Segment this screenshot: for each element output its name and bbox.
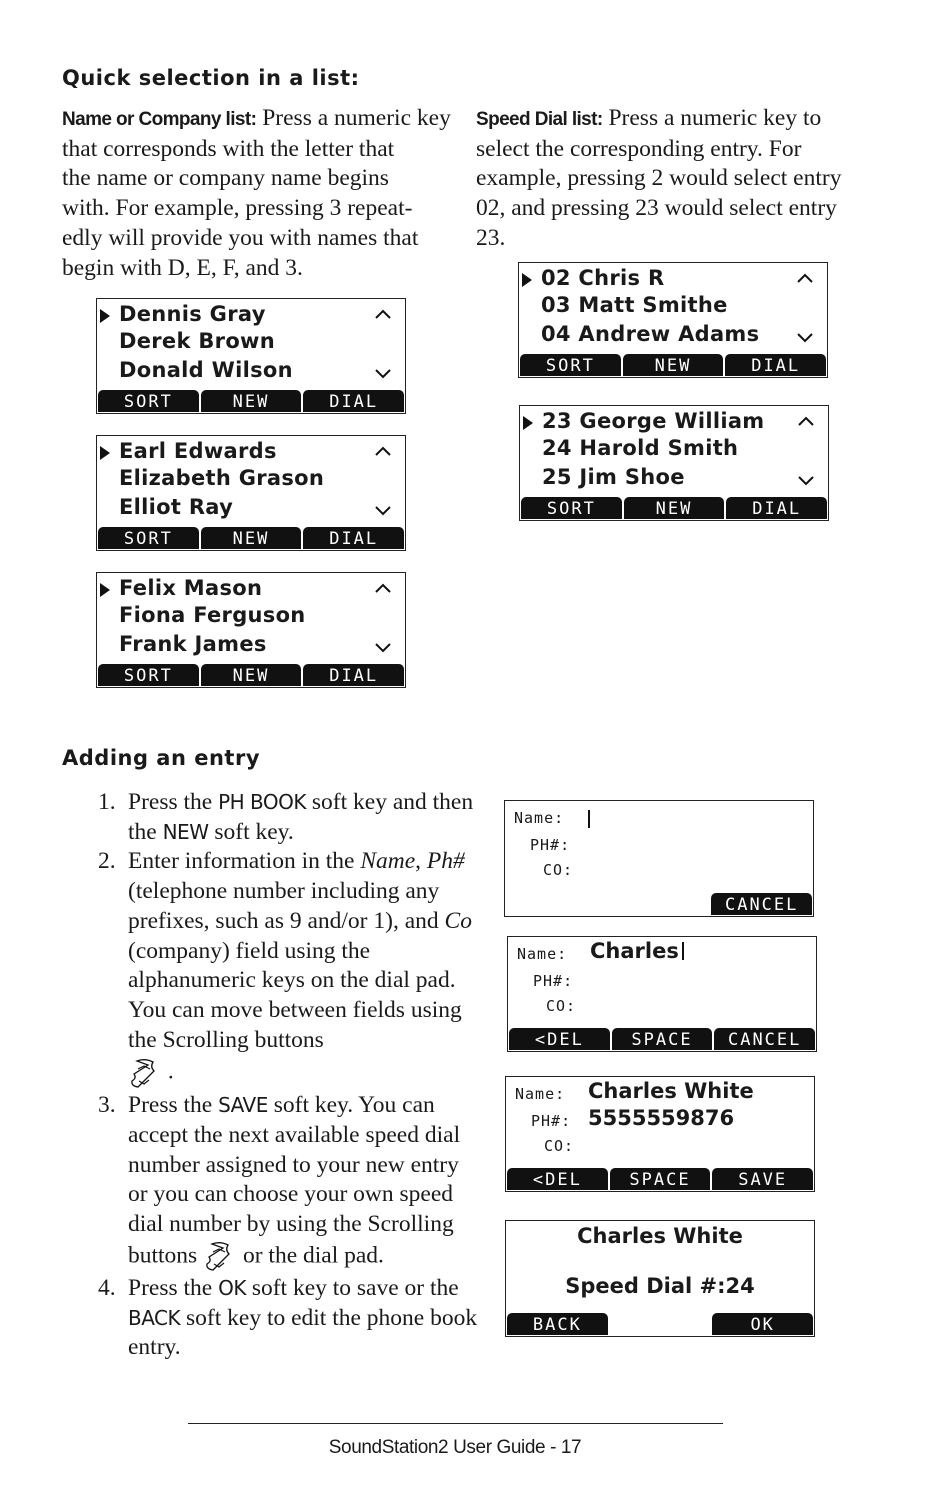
- name-value: [590, 939, 684, 963]
- selection-arrow-icon: [100, 446, 110, 460]
- scroll-buttons-icon: [203, 1240, 237, 1274]
- step-number: 1.: [98, 789, 116, 815]
- page-footer: SoundStation2 User Guide - 17: [328, 1437, 582, 1458]
- softkey-bar: [521, 497, 827, 519]
- name-company-paragraph: [62, 104, 462, 283]
- step-text: .: [162, 1058, 174, 1085]
- sort-softkey[interactable]: SORT: [98, 527, 199, 549]
- step-text: (telephone number including any prefixes, such as 9 and/or 1), and: [128, 878, 445, 934]
- sort-softkey[interactable]: SORT: [521, 497, 622, 519]
- delete-softkey[interactable]: <DEL: [507, 1168, 608, 1190]
- back-softkey[interactable]: BACK: [507, 1313, 608, 1335]
- new-softkey[interactable]: NEW: [624, 497, 725, 519]
- step-text: soft key.: [208, 818, 294, 845]
- speed-dial-lead: Speed Dial list:: [476, 109, 603, 130]
- list-item: 03 Matt Smithe: [541, 293, 728, 317]
- space-softkey[interactable]: SPACE: [612, 1028, 713, 1050]
- name-label: Name:: [517, 945, 568, 963]
- list-item: 02 Chris R: [541, 266, 665, 290]
- sort-softkey[interactable]: SORT: [98, 390, 199, 412]
- step-text: soft key and then the: [128, 789, 474, 845]
- company-label: CO:: [543, 861, 574, 879]
- phone-label: PH#:: [530, 836, 571, 854]
- lcd-entry-empty: [504, 800, 814, 917]
- para-line: the name or company name begins: [62, 165, 389, 192]
- empty-softkey: [609, 893, 710, 915]
- softkey-bar: [520, 354, 826, 376]
- speed-dial-paragraph: [476, 104, 886, 254]
- para-line: 02, and pressing 23 would select entry: [476, 195, 837, 222]
- text-cursor: [682, 942, 684, 960]
- para-line: 23.: [476, 224, 506, 251]
- step-text: Press the: [128, 789, 219, 815]
- ok-key-ref: OK: [218, 1275, 246, 1300]
- step-item: [98, 1091, 478, 1274]
- confirm-speed-dial: Speed Dial #:24: [565, 1274, 755, 1298]
- softkey-bar: [507, 1168, 813, 1190]
- name-label: Name:: [515, 1085, 566, 1103]
- name-value: Charles White: [588, 1079, 754, 1103]
- step-text: soft key to edit the phone book entry.: [128, 1304, 478, 1361]
- space-softkey[interactable]: SPACE: [610, 1168, 711, 1190]
- co-field-ref: Co: [444, 907, 472, 934]
- name-label: Name:: [514, 809, 565, 827]
- dial-softkey[interactable]: DIAL: [303, 664, 404, 686]
- chevron-down-icon: [375, 369, 391, 379]
- section-heading-quick-selection: Quick selection in a list:: [62, 66, 360, 90]
- delete-softkey[interactable]: <DEL: [509, 1028, 610, 1050]
- lcd-speed-dial-23: [519, 405, 829, 521]
- new-key-ref: NEW: [162, 819, 209, 844]
- lcd-list-e: [96, 435, 406, 551]
- list-item: Elizabeth Grason: [119, 466, 325, 490]
- step-number: 3.: [98, 1092, 116, 1119]
- company-label: CO:: [544, 1137, 575, 1155]
- softkey-bar: [98, 527, 404, 549]
- step-text: Press the: [128, 1092, 219, 1119]
- phone-label: PH#:: [533, 972, 574, 990]
- list-item: 25 Jim Shoe: [542, 465, 685, 489]
- step-text: soft key to save or the: [245, 1274, 459, 1301]
- lcd-list-d: [96, 298, 406, 414]
- para-line: edly will provide you with names that: [62, 224, 419, 251]
- lcd-speed-dial-confirm: [505, 1220, 815, 1337]
- list-item: Donald Wilson: [119, 358, 293, 382]
- lcd-entry-partial: [507, 936, 817, 1052]
- scroll-buttons-icon: [128, 1057, 162, 1091]
- dial-softkey[interactable]: DIAL: [303, 527, 404, 549]
- phone-value: 5555559876: [588, 1106, 735, 1130]
- back-key-ref: BACK: [128, 1305, 181, 1330]
- cancel-softkey[interactable]: CANCEL: [714, 1028, 815, 1050]
- step-text: (company) field using the alphanumeric keys on the dial pad. You can move between fields using the Scrolling buttons: [128, 937, 462, 1053]
- save-softkey[interactable]: SAVE: [712, 1168, 813, 1190]
- lcd-entry-full: [505, 1076, 815, 1192]
- para-line: Press a numeric key: [256, 105, 451, 131]
- chevron-up-icon: [797, 273, 813, 283]
- list-item: 04 Andrew Adams: [541, 322, 760, 346]
- chevron-up-icon: [375, 583, 391, 593]
- footer-divider: [188, 1423, 723, 1424]
- chevron-up-icon: [375, 446, 391, 456]
- para-line: with. For example, pressing 3 repeat-: [62, 195, 413, 222]
- softkey-bar: [98, 664, 404, 686]
- phone-label: PH#:: [531, 1112, 572, 1130]
- softkey-bar: [509, 1028, 815, 1050]
- text-cursor: [588, 810, 590, 828]
- step-text: Press the: [128, 1274, 219, 1301]
- step-number: 4.: [98, 1274, 116, 1301]
- softkey-bar: [98, 390, 404, 412]
- list-item: Felix Mason: [119, 576, 263, 600]
- step-text: ,: [415, 848, 427, 875]
- list-item: Frank James: [119, 632, 267, 656]
- name-text: Charles: [590, 939, 679, 963]
- list-item: Earl Edwards: [119, 439, 277, 463]
- para-line: Press a numeric key to: [602, 105, 822, 131]
- step-text: Enter information in the: [128, 848, 361, 875]
- save-key-ref: SAVE: [218, 1093, 268, 1118]
- chevron-down-icon: [797, 333, 813, 343]
- list-item: 23 George William: [542, 409, 765, 433]
- new-softkey[interactable]: NEW: [623, 354, 724, 376]
- chevron-down-icon: [375, 643, 391, 653]
- para-line: select the corresponding entry. For: [476, 135, 802, 162]
- step-text: soft key. You can accept the next available speed dial number assigned to your new entry or you can choose your own speed dial number by using the Scrolling buttons: [128, 1092, 461, 1269]
- list-item: Derek Brown: [119, 329, 275, 353]
- chevron-up-icon: [798, 416, 814, 426]
- chevron-down-icon: [375, 506, 391, 516]
- new-softkey[interactable]: NEW: [201, 390, 302, 412]
- step-item: [98, 788, 478, 847]
- empty-softkey: [506, 893, 607, 915]
- softkey-bar: [507, 1313, 813, 1335]
- softkey-bar: [506, 893, 812, 915]
- selection-arrow-icon: [100, 583, 110, 597]
- name-field-ref: Name: [360, 848, 416, 875]
- step-number: 2.: [98, 848, 116, 875]
- step-item: [98, 847, 478, 1091]
- new-softkey[interactable]: NEW: [201, 527, 302, 549]
- para-line: begin with D, E, F, and 3.: [62, 254, 303, 281]
- chevron-down-icon: [798, 476, 814, 486]
- selection-arrow-icon: [522, 273, 532, 287]
- list-item: 24 Harold Smith: [542, 436, 739, 460]
- confirm-name: Charles White: [577, 1224, 743, 1248]
- ph-book-key-ref: PH BOOK: [218, 790, 307, 814]
- list-item: Fiona Ferguson: [119, 603, 306, 627]
- ph-field-ref: Ph#: [426, 848, 465, 875]
- list-item: Dennis Gray: [119, 302, 266, 326]
- empty-softkey: [610, 1313, 711, 1335]
- ok-softkey[interactable]: OK: [712, 1313, 813, 1335]
- sort-softkey[interactable]: SORT: [98, 664, 199, 686]
- section-heading-adding-entry: Adding an entry: [62, 746, 261, 770]
- company-label: CO:: [546, 997, 577, 1015]
- para-line: example, pressing 2 would select entry: [476, 165, 842, 192]
- steps-list: [98, 788, 478, 1363]
- chevron-up-icon: [375, 309, 391, 319]
- step-text: or the dial pad.: [237, 1242, 384, 1269]
- lcd-list-f: [96, 572, 406, 688]
- name-company-lead: Name or Company list:: [62, 109, 257, 130]
- selection-arrow-icon: [523, 416, 533, 430]
- dial-softkey[interactable]: DIAL: [303, 390, 404, 412]
- new-softkey[interactable]: NEW: [201, 664, 302, 686]
- step-item: [98, 1274, 478, 1363]
- selection-arrow-icon: [100, 309, 110, 323]
- cancel-softkey[interactable]: CANCEL: [711, 893, 812, 915]
- para-line: that corresponds with the letter that: [62, 135, 395, 162]
- dial-softkey[interactable]: DIAL: [726, 497, 827, 519]
- sort-softkey[interactable]: SORT: [520, 354, 621, 376]
- list-item: Elliot Ray: [119, 495, 234, 519]
- lcd-speed-dial-02: [518, 262, 828, 378]
- dial-softkey[interactable]: DIAL: [725, 354, 826, 376]
